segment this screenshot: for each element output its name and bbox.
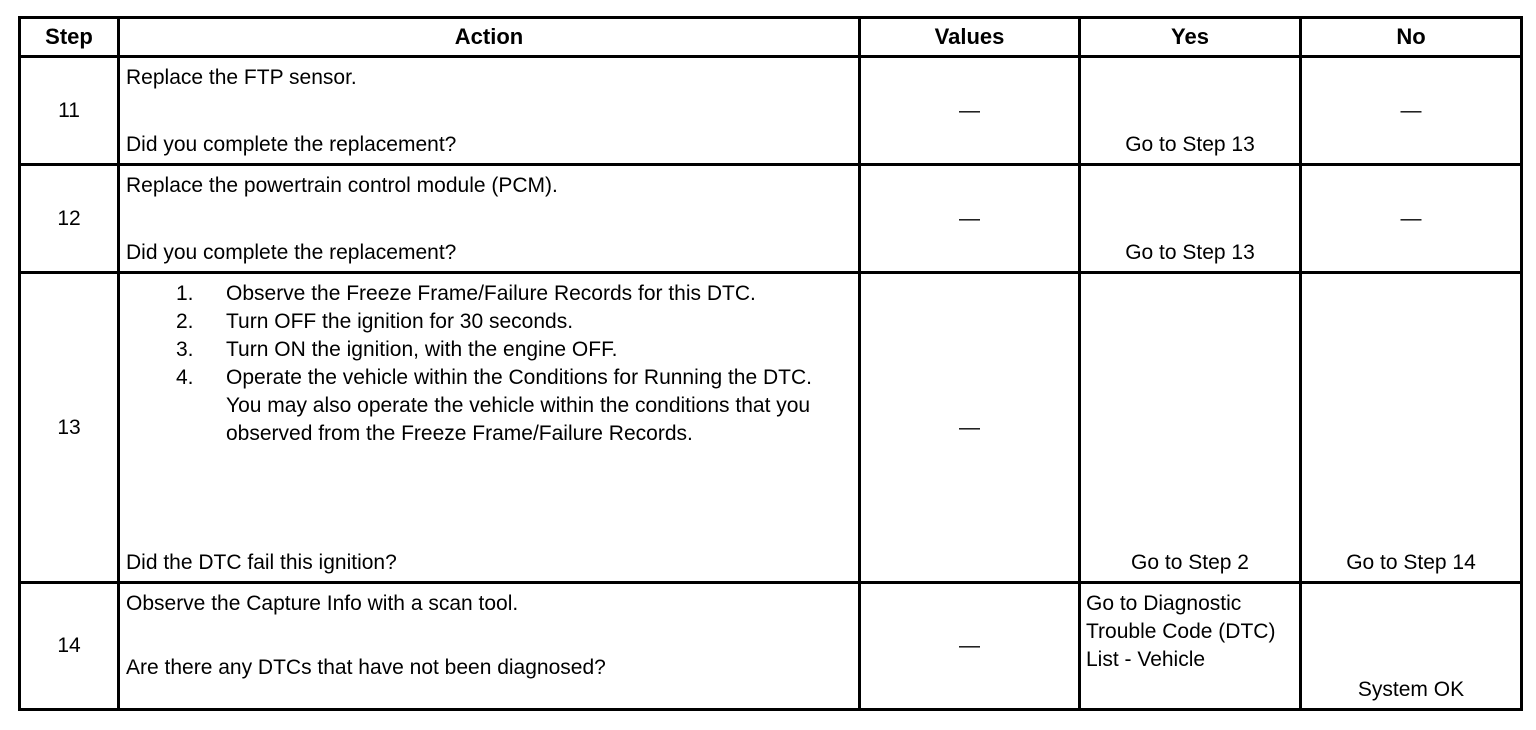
table-row bbox=[20, 57, 1522, 165]
yes-cell bbox=[1080, 165, 1301, 273]
action-question: Did the DTC fail this ignition? bbox=[126, 551, 397, 574]
values-dash: — bbox=[959, 98, 980, 122]
list-item bbox=[126, 308, 858, 336]
action-question: Did you complete the replacement? bbox=[126, 241, 457, 264]
table-row bbox=[20, 165, 1522, 273]
header-row bbox=[20, 18, 1522, 57]
list-number: 1. bbox=[176, 282, 194, 305]
action-cell bbox=[119, 57, 860, 165]
yes-cell bbox=[1080, 273, 1301, 583]
values-dash: — bbox=[959, 206, 980, 230]
action-steps-list bbox=[126, 280, 858, 448]
values-dash: — bbox=[959, 634, 980, 657]
values-cell bbox=[860, 583, 1080, 710]
yes-cell bbox=[1080, 583, 1301, 710]
action-instruction: Replace the FTP sensor. bbox=[126, 66, 357, 89]
header-no: No bbox=[1301, 18, 1522, 57]
no-dash: — bbox=[1400, 98, 1422, 122]
no-cell bbox=[1301, 165, 1522, 273]
step-number: 14 bbox=[20, 583, 119, 710]
list-number: 4. bbox=[176, 366, 194, 389]
step-number: 13 bbox=[20, 273, 119, 583]
list-number: 3. bbox=[176, 338, 194, 361]
no-cell bbox=[1301, 57, 1522, 165]
list-text: Turn OFF the ignition for 30 seconds. bbox=[226, 310, 574, 333]
list-text: Operate the vehicle within the Conditions for Running the DTC. You may also operate the vehicle within the conditions that you observed from the Freeze Frame/Failure Records. bbox=[226, 366, 812, 445]
table-row bbox=[20, 273, 1522, 583]
header-action: Action bbox=[119, 18, 860, 57]
table-row bbox=[20, 583, 1522, 710]
header-yes: Yes bbox=[1080, 18, 1301, 57]
action-question: Are there any DTCs that have not been diagnosed? bbox=[126, 656, 606, 679]
header-values: Values bbox=[860, 18, 1080, 57]
list-text: Turn ON the ignition, with the engine OFF. bbox=[226, 338, 618, 361]
list-item bbox=[126, 336, 858, 364]
diagnostic-table bbox=[18, 16, 1523, 711]
values-cell bbox=[860, 273, 1080, 583]
no-link[interactable]: System OK bbox=[1357, 678, 1465, 701]
yes-link[interactable]: Go to Step 13 bbox=[1125, 133, 1255, 156]
values-cell bbox=[860, 165, 1080, 273]
no-link[interactable]: Go to Step 14 bbox=[1346, 551, 1476, 574]
yes-cell bbox=[1080, 57, 1301, 165]
no-dash: — bbox=[1400, 206, 1422, 230]
yes-link[interactable]: Go to Step 2 bbox=[1131, 551, 1249, 574]
values-dash: — bbox=[959, 415, 980, 439]
list-item bbox=[126, 280, 858, 308]
yes-link[interactable]: Go to Step 13 bbox=[1125, 241, 1255, 264]
list-text: Observe the Freeze Frame/Failure Records for this DTC. bbox=[226, 282, 756, 305]
list-item bbox=[126, 364, 858, 448]
no-cell bbox=[1301, 583, 1522, 710]
action-cell bbox=[119, 165, 860, 273]
action-question: Did you complete the replacement? bbox=[126, 133, 457, 156]
values-cell bbox=[860, 57, 1080, 165]
action-instruction: Replace the powertrain control module (PCM). bbox=[126, 174, 558, 197]
list-number: 2. bbox=[176, 310, 194, 333]
step-number: 11 bbox=[20, 57, 119, 165]
step-number: 12 bbox=[20, 165, 119, 273]
yes-link[interactable]: Go to Diagnostic Trouble Code (DTC) List - Vehicle bbox=[1086, 592, 1276, 671]
no-cell bbox=[1301, 273, 1522, 583]
action-cell bbox=[119, 583, 860, 710]
action-instruction: Observe the Capture Info with a scan tool. bbox=[126, 592, 519, 615]
header-step: Step bbox=[20, 18, 119, 57]
action-cell bbox=[119, 273, 860, 583]
